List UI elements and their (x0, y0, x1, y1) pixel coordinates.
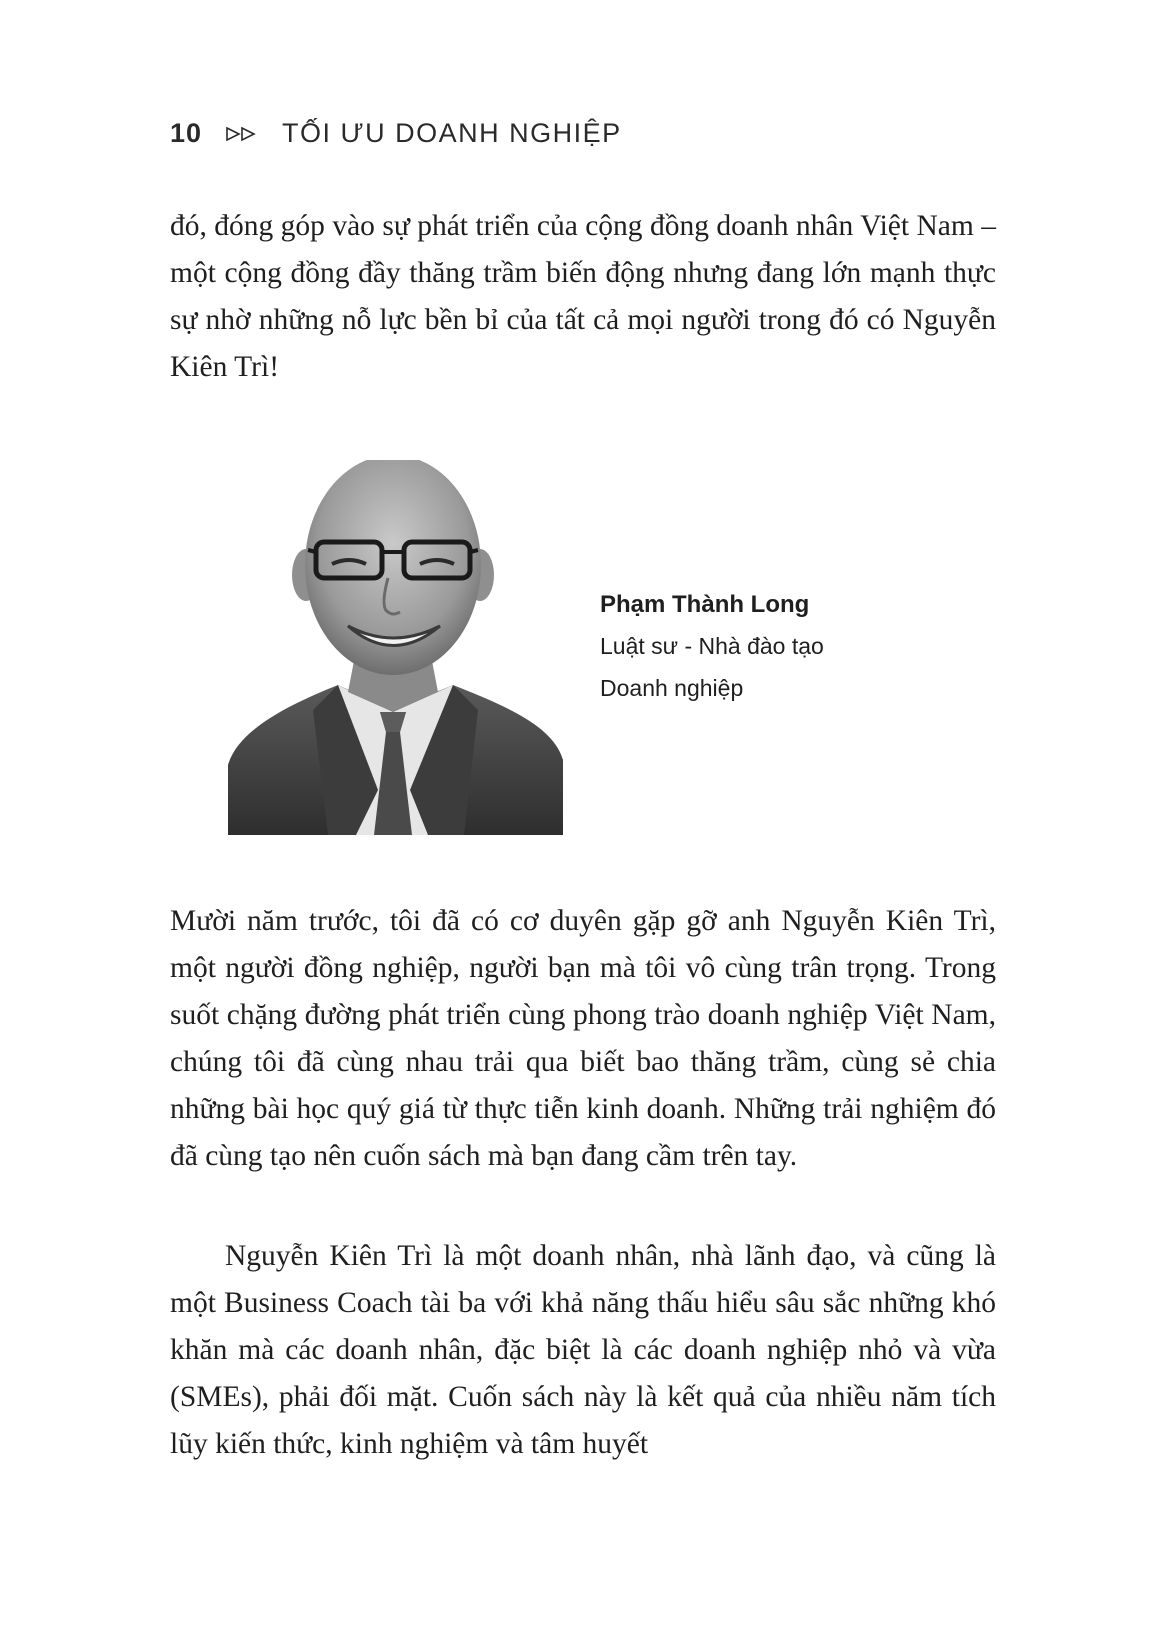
paragraph-intro: đó, đóng góp vào sự phát triển của cộng đồng doanh nhân Việt Nam – một cộng đồng đầy thăng trầm biến động nhưng đang lớn mạnh thực sự nhờ những nỗ lực bền bỉ của tất cả mọi người trong đó có Nguyễn Kiên Trì! (170, 210, 996, 383)
person-name: Phạm Thành Long (600, 591, 810, 618)
paragraph-meeting: Mười năm trước, tôi đã có cơ duyên gặp gỡ anh Nguyễn Kiên Trì, một người đồng nghiệp, người bạn mà tôi vô cùng trân trọng. Trong suốt chặng đường phát triển cùng phong trào doanh nghiệp Việt Nam, chúng tôi đã cùng nhau trải qua biết bao thăng trầm, cùng sẻ chia những bài học quý giá từ thực tiễn kinh doanh. Những trải nghiệm đó đã cùng tạo nên cuốn sách mà bạn đang cầm trên tay. (170, 905, 996, 1172)
photo-caption (600, 585, 824, 709)
person-title-line-2: Doanh nghiệp (600, 675, 744, 701)
book-title: TỐI ƯU DOANH NGHIỆP (282, 118, 622, 148)
double-triangle-right-icon (226, 126, 256, 142)
portrait-photo (228, 460, 563, 835)
page-number: 10 (170, 118, 203, 148)
running-head (170, 118, 622, 149)
person-title-line-1: Luật sư - Nhà đào tạo (600, 633, 824, 659)
paragraph-author-profile: Nguyễn Kiên Trì là một doanh nhân, nhà lãnh đạo, và cũng là một Business Coach tài ba với khả năng thấu hiểu sâu sắc những khó khăn mà các doanh nhân, đặc biệt là các doanh nghiệp nhỏ và vừa (SMEs), phải đối mặt. Cuốn sách này là kết quả của nhiều năm tích lũy kiến thức, kinh nghiệm và tâm huyết (170, 1240, 996, 1460)
